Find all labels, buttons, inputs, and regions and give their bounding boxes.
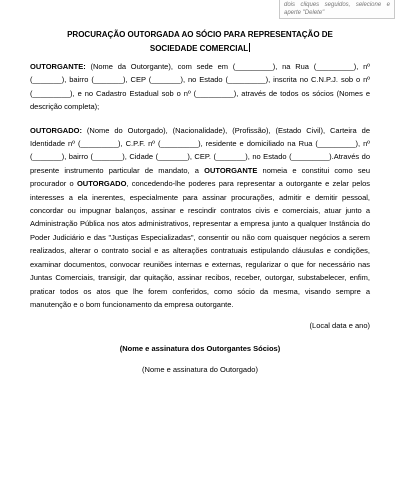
- outorgante-bold: OUTORGANTE: [204, 165, 258, 175]
- signature-outorgado: (Nome e assinatura do Outorgado): [142, 365, 258, 375]
- document-title: [30, 28, 370, 55]
- outorgado-text-1: (Nome do Outorgado), (Nacionalidade), (Profissão), (Estado Civil), Carteira de Identidade nº (_________), C.P.F. nº (_________), residente e domiciliado na Rua (_________), nº (_______), bairro (_______), Cidade (_______), CEP. (_______), no Estado (_________).Através do presente instrumento particular de mandato, a: [30, 125, 370, 175]
- text-cursor: [249, 43, 250, 52]
- outorgado-label: OUTORGADO:: [30, 125, 82, 135]
- instruction-note: [279, 0, 395, 19]
- signature-socios: (Nome e assinatura dos Outorgantes Sócios): [119, 344, 281, 354]
- outorgado-bold: OUTORGADO: [76, 179, 127, 189]
- outorgado-paragraph: [30, 124, 370, 312]
- title-line-1: PROCURAÇÃO OUTORGADA AO SÓCIO PARA REPRESENTAÇÃO DE: [67, 30, 333, 39]
- title-line-2[interactable]: SOCIEDADE COMERCIAL: [149, 43, 249, 53]
- outorgado-text-3: , concedendo-lhe poderes para representar a outorgante e zelar pelos interesses a ela inerentes, especialmente para assinar procurações, admitir e demitir pessoal, concordar ou impugnar balanços, assinar e rescindir contratos civis e comerciais, atuar junto a Administração Pública nos atos administrativos, representar a empresa junto a qualquer Instância do Poder Judiciário e das "Justiças Especializadas", consentir ou não com quaisquer negócios a serem realizados, alterar o contrato social e as alterações contratuais estipulando cláusulas e condições, examinar documentos, convocar reuniões internas e externas, regularizar o que for necessário nas Juntas Comerciais, transigir, dar quitação, assinar recibos, receber, outorgar, substabelecer, enfim, praticar todos os atos que lhe forem conferidos, como sócio da mesma, visando sempre a manutenção e o bom funcionamento da empresa outorgante.: [30, 179, 370, 309]
- place-date: (Local data e ano): [309, 321, 370, 331]
- instruction-text: dois cliques seguidos, selecione e aperte "Delete": [284, 2, 390, 16]
- outorgante-paragraph: [30, 60, 370, 114]
- outorgante-label: OUTORGANTE:: [30, 62, 86, 71]
- outorgante-text: (Nome da Outorgante), com sede em (_________), na Rua (_________), nº (_______), bairro (_______), CEP (_______), no Estado (_________), inscrita no C.N.P.J. sob o nº (_________), e no Cadastro Estadual sob o nº (_________), através de todos os sócios (Nomes e descrição completa);: [30, 62, 370, 112]
- outorgado-text-2: nomeia e constitui como seu procurador o: [30, 165, 370, 189]
- document-body: [30, 28, 370, 374]
